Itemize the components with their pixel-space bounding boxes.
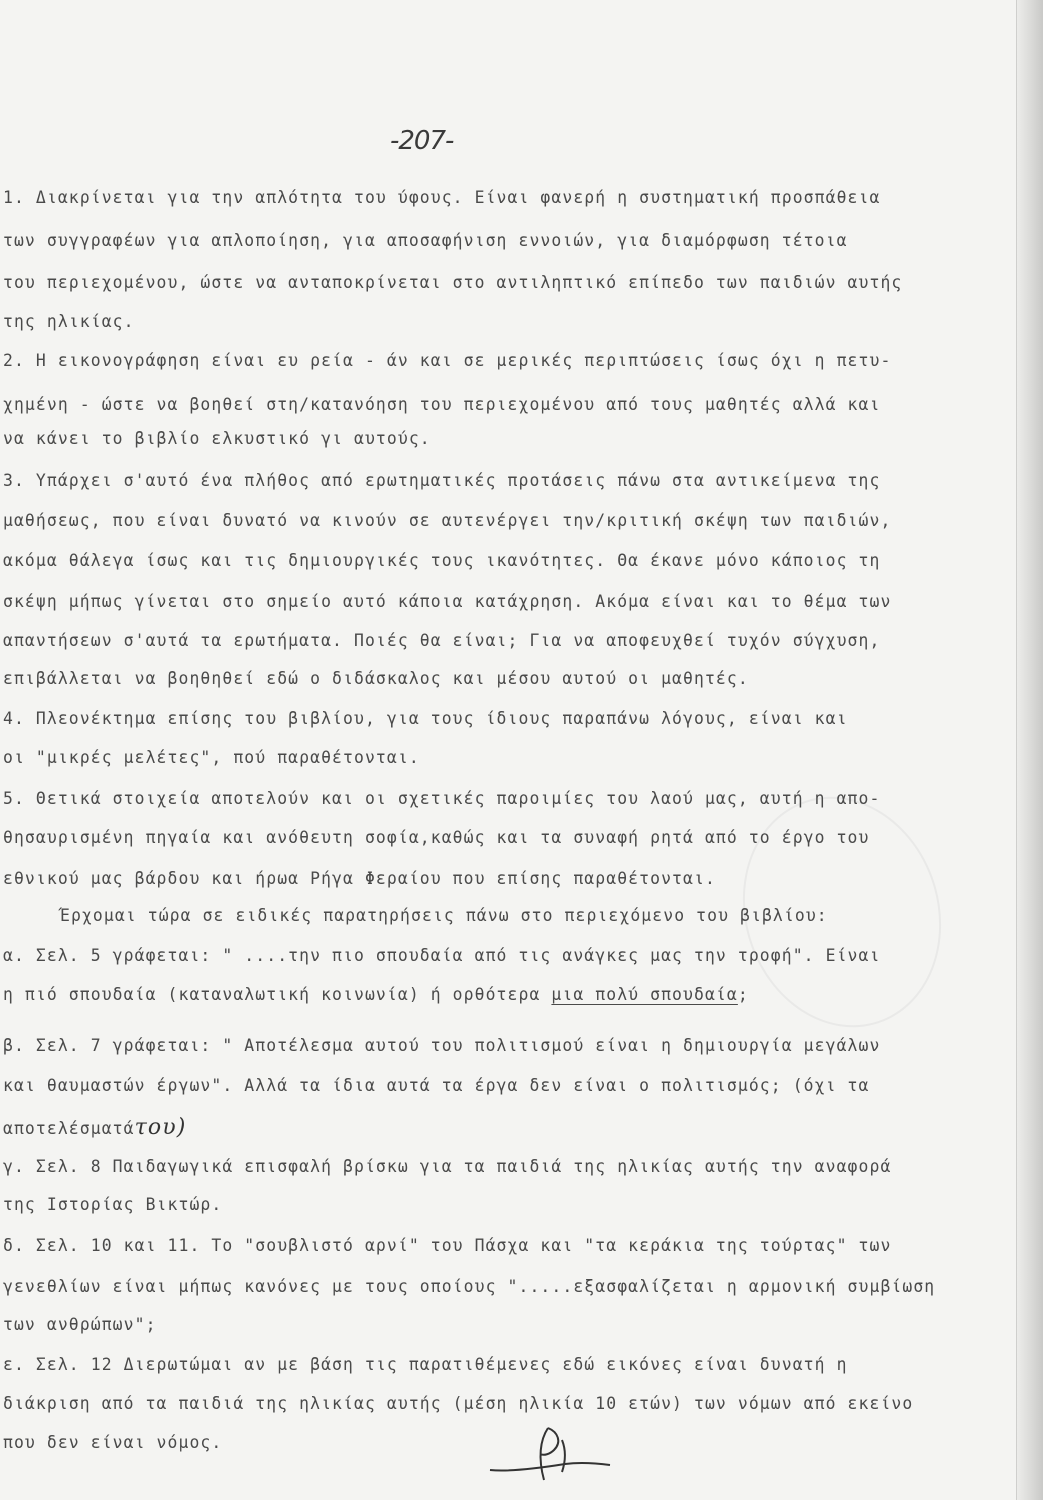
text-line	[3, 711, 848, 727]
text-segment: 4. Πλεονέκτημα επίσης του βιβλίου, για τους ίδιους παραπάνω λόγους, είναι και	[3, 709, 848, 728]
page-edge	[1016, 0, 1043, 1500]
text-segment: της ηλικίας.	[3, 312, 135, 331]
text-segment: η πιό σπουδαία (καταναλωτική κοινωνία) ή ορθότερα	[3, 985, 552, 1004]
text-line	[3, 750, 420, 766]
signature	[470, 1420, 620, 1490]
text-segment: ε. Σελ. 12 Διερωτώμαι αν με βάση τις παρατιθέμενες εδώ εικόνες είναι δυνατή η	[3, 1355, 848, 1374]
page-number: -207-	[390, 126, 454, 156]
text-line	[60, 908, 828, 924]
text-segment: ;	[737, 985, 749, 1004]
text-segment: των συγγραφέων για απλοποίηση, για αποσαφήνιση εννοιών, για διαμόρφωση τέτοια	[3, 231, 848, 250]
text-segment: β. Σελ. 7 γράφεται: " Αποτέλεσμα αυτού του πολιτισμού είναι η δημιουργία μεγάλων	[3, 1036, 881, 1055]
text-segment: απαντήσεων σ'αυτά τα ερωτήματα. Ποιές θα είναι; Για να αποφευχθεί τυχόν σύγχυση,	[3, 631, 881, 650]
text-segment: μαθήσεως, που είναι δυνατό να κινούν σε αυτενέργει την/κριτική σκέψη των παιδιών,	[3, 511, 892, 530]
text-segment: να κάνει το βιβλίο ελκυστικό γι αυτούς.	[3, 429, 431, 448]
text-segment: επιβάλλεται να βοηθηθεί εδώ ο διδάσκαλος και μέσου αυτού οι μαθητές.	[3, 669, 749, 688]
text-segment: 2. Η εικονογράφηση είναι ευ ρεία - άν και σε μερικές περιπτώσεις ίσως όχι η πετυ-	[3, 351, 892, 370]
text-line	[3, 1396, 913, 1412]
text-segment: των ανθρώπων";	[3, 1315, 157, 1334]
text-line	[3, 431, 431, 447]
text-line	[3, 553, 880, 569]
text-line	[3, 233, 848, 249]
text-line	[3, 1078, 869, 1094]
text-line	[3, 1357, 848, 1373]
text-segment: που δεν είναι νόμος.	[3, 1433, 223, 1452]
text-segment: 3. Υπάρχει σ'αυτό ένα πλήθος από ερωτηματικές προτάσεις πάνω στα αντικείμενα της	[3, 471, 881, 490]
text-line	[3, 1159, 891, 1175]
text-line	[3, 871, 716, 887]
text-line	[3, 1238, 891, 1254]
handwritten-annotation: του)	[134, 1115, 187, 1140]
text-line	[3, 513, 891, 529]
text-segment: εθνικού μας βάρδου και ήρωα Ρήγα Φεραίου που επίσης παραθέτονται.	[3, 869, 716, 888]
text-line	[3, 353, 891, 369]
text-segment: ακόμα θάλεγα ίσως και τις δημιουργικές τους ικανότητες. Θα έκανε μόνο κάποιος τη	[3, 551, 881, 570]
text-line	[3, 1117, 186, 1139]
text-segment: γενεθλίων είναι μήπως κανόνες με τους οποίους ".....εξασφαλίζεται η αρμονική συμβίωση	[3, 1277, 936, 1296]
text-line	[3, 1435, 222, 1451]
text-line	[3, 791, 880, 807]
text-line	[3, 190, 880, 206]
text-line	[3, 314, 135, 330]
text-line	[3, 594, 891, 610]
text-segment: αποτελέσματά	[3, 1119, 135, 1138]
text-line	[3, 473, 880, 489]
text-segment: θησαυρισμένη πηγαία και ανόθευτη σοφία,καθώς και τα συναφή ρητά από το έργο του	[3, 828, 870, 847]
text-segment: Έρχομαι τώρα σε ειδικές παρατηρήσεις πάνω στο περιεχόμενο του βιβλίου:	[60, 906, 828, 925]
text-line	[3, 1317, 157, 1333]
text-line	[3, 987, 749, 1003]
text-line	[3, 1197, 222, 1213]
text-line	[3, 830, 869, 846]
text-segment: του περιεχομένου, ώστε να ανταποκρίνεται στο αντιληπτικό επίπεδο των παιδιών αυτής	[3, 273, 903, 292]
underlined-text: μια πολύ σπουδαία	[551, 985, 738, 1004]
text-line	[3, 948, 880, 964]
text-segment: και θαυμαστών έργων". Αλλά τα ίδια αυτά τα έργα δεν είναι ο πολιτισμός; (όχι τα	[3, 1076, 870, 1095]
text-segment: χημένη - ώστε να βοηθεί στη/κατανόηση του περιεχομένου από τους μαθητές αλλά και	[3, 395, 881, 414]
text-line	[3, 633, 880, 649]
text-segment: α. Σελ. 5 γράφεται: " ....την πιο σπουδαία από τις ανάγκες μας την τροφή". Είναι	[3, 946, 881, 965]
text-segment: γ. Σελ. 8 Παιδαγωγικά επισφαλή βρίσκω για τα παιδιά της ηλικίας αυτής την αναφορά	[3, 1157, 892, 1176]
text-segment: σκέψη μήπως γίνεται στο σημείο αυτό κάποια κατάχρηση. Ακόμα είναι και το θέμα των	[3, 592, 892, 611]
text-segment: οι "μικρές μελέτες", πού παραθέτονται.	[3, 748, 420, 767]
text-line	[3, 397, 880, 413]
text-line	[3, 1279, 935, 1295]
text-line	[3, 1038, 880, 1054]
text-segment: διάκριση από τα παιδιά της ηλικίας αυτής (μέση ηλικία 10 ετών) των νόμων από εκείνο	[3, 1394, 914, 1413]
text-segment: 1. Διακρίνεται για την απλότητα του ύφους. Είναι φανερή η συστηματική προσπάθεια	[3, 188, 881, 207]
text-line	[3, 275, 902, 291]
text-line	[3, 671, 749, 687]
text-segment: της Ιστορίας Βικτώρ.	[3, 1195, 223, 1214]
text-segment: 5. Θετικά στοιχεία αποτελούν και οι σχετικές παροιμίες του λαού μας, αυτή η απο-	[3, 789, 881, 808]
text-segment: δ. Σελ. 10 και 11. Το "σουβλιστό αρνί" του Πάσχα και "τα κεράκια της τούρτας" των	[3, 1236, 892, 1255]
